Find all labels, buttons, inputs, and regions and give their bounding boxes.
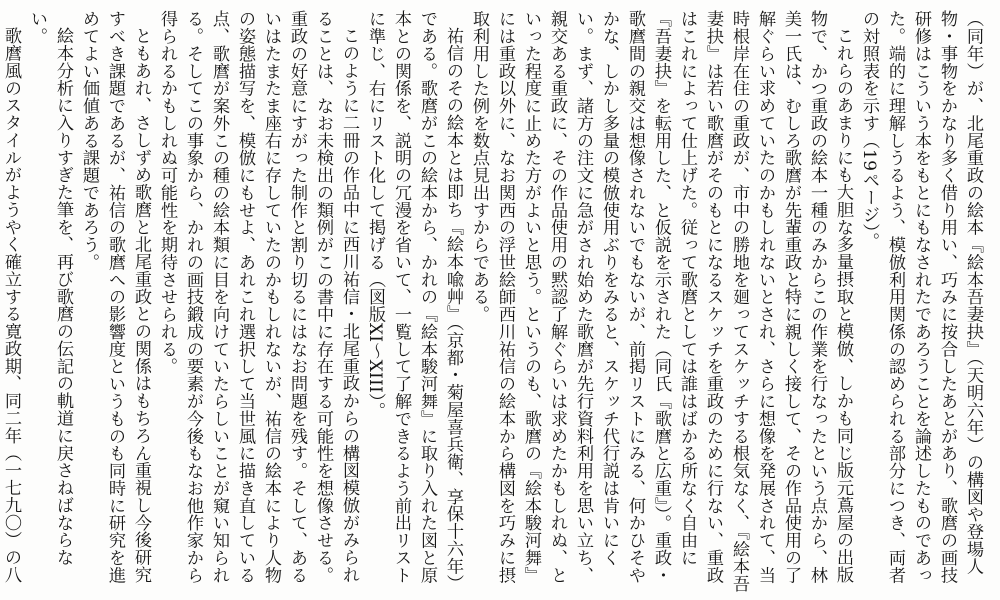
paragraph-2: これらのあまりにも大胆な多量摂取と模倣、しかも同じ版元蔦屋の出版物で、かつ重政の絵本一種のみからこの作業を行なったという点から、林美一氏は、むしろ歌麿が先輩重政と特に親しく接して、その作品使用の了解ぐらい求めていたのかもしれないとされ、さらに想像を発展されて、当時根岸在住の重政が、市中の勝地を廻ってスケッチする根気なく、『絵本吾妻抉』は若い歌麿がそのもとになるスケッチを重政のために行ない、重政はこれによって仕上げた。従って歌麿としては誰はばかる所なく自由に『吾妻抉』を転用した、と仮説を示された（同氏『歌麿と広重』）。重政・歌麿間の親交は想像されないでもないが、前掲リストにみる、何かひそやかな、しかし多量の模倣使用ぶりをみると、スケッチ代行説は肯いにくい。まず、諸方の注文に急がされ始めた歌麿が先行資料利用を思い立ち、親交ある重政に、その作品使用の黙認了解ぐらいは求めたかもしれぬ、といった程度に止めた方がよいと思う。というのも、歌麿の『絵本駿河舞』には重政以外に、なお関西の浮世絵師西川祐信の絵本から構図を巧みに摂取利用した例を数点見出すからである。 [469,10,853,593]
paragraph-3: 祐信のその絵本とは即ち『絵本喩艸』（京都・菊屋喜兵衛、享保十六年）である。歌麿がこの絵本から、かれの『絵本駿河舞』に取り入れた図と原本との関係を、説明の冗漫を省いて、一覧して了解できるよう前出リストに準じ、右にリスト化して掲げる（図版XI〜XIII）。 [365,10,463,593]
paragraph-1: （同年）が、北尾重政の絵本『絵本吾妻抉』（天明六年）の構図や登場人物・事物をかなり多く借り用い、巧みに按合したあとがあり、歌麿の画技研修はこういう本をもとにもなされたであろうことを論述したものであった。端的に理解しうるよう、模倣利用関係の認められる部分につき、両者の対照表を示す（19ページ）。 [859,10,983,584]
vertical-text-body [1,10,986,596]
paragraph-6: 絵本分析に入りすぎた筆を、再び歌麿の伝記の軌道に戻さねばならない。 [27,10,73,566]
paragraph-5: ともあれ、さしずめ歌麿と北尾重政との関係はもちろん重視し今後研究すべき課題であるが、祐信の歌麿への影響度というものも同時に研究を進めてよい価値ある課題であろう。 [79,10,151,584]
paragraph-4: このように二冊の作品中に西川祐信・北尾重政からの構図模倣がみられることは、なお未検出の類例がこの書中に存在する可能性を想像させる。重政の好意にすがった制作と割り切るにはなお問題を残す。そして、あるいはたまたま座右に存していたのかもしれないが、祐信の絵本により人物の姿態描写を、模倣にもせよ、あれこれ選択して当世風に描き直している点、歌麿が案外この種の絵本類に目を向けていたらしいことが窺い知られる。そしてこの事象から、かれの画技鍛成の要素が今後もなお他作家から得られるかもしれぬ可能性を期待させられる。 [157,10,359,584]
paragraph-7: 歌麿風のスタイルがようやく確立する寛政期、同二年（一七九〇）の八 [1,27,21,584]
